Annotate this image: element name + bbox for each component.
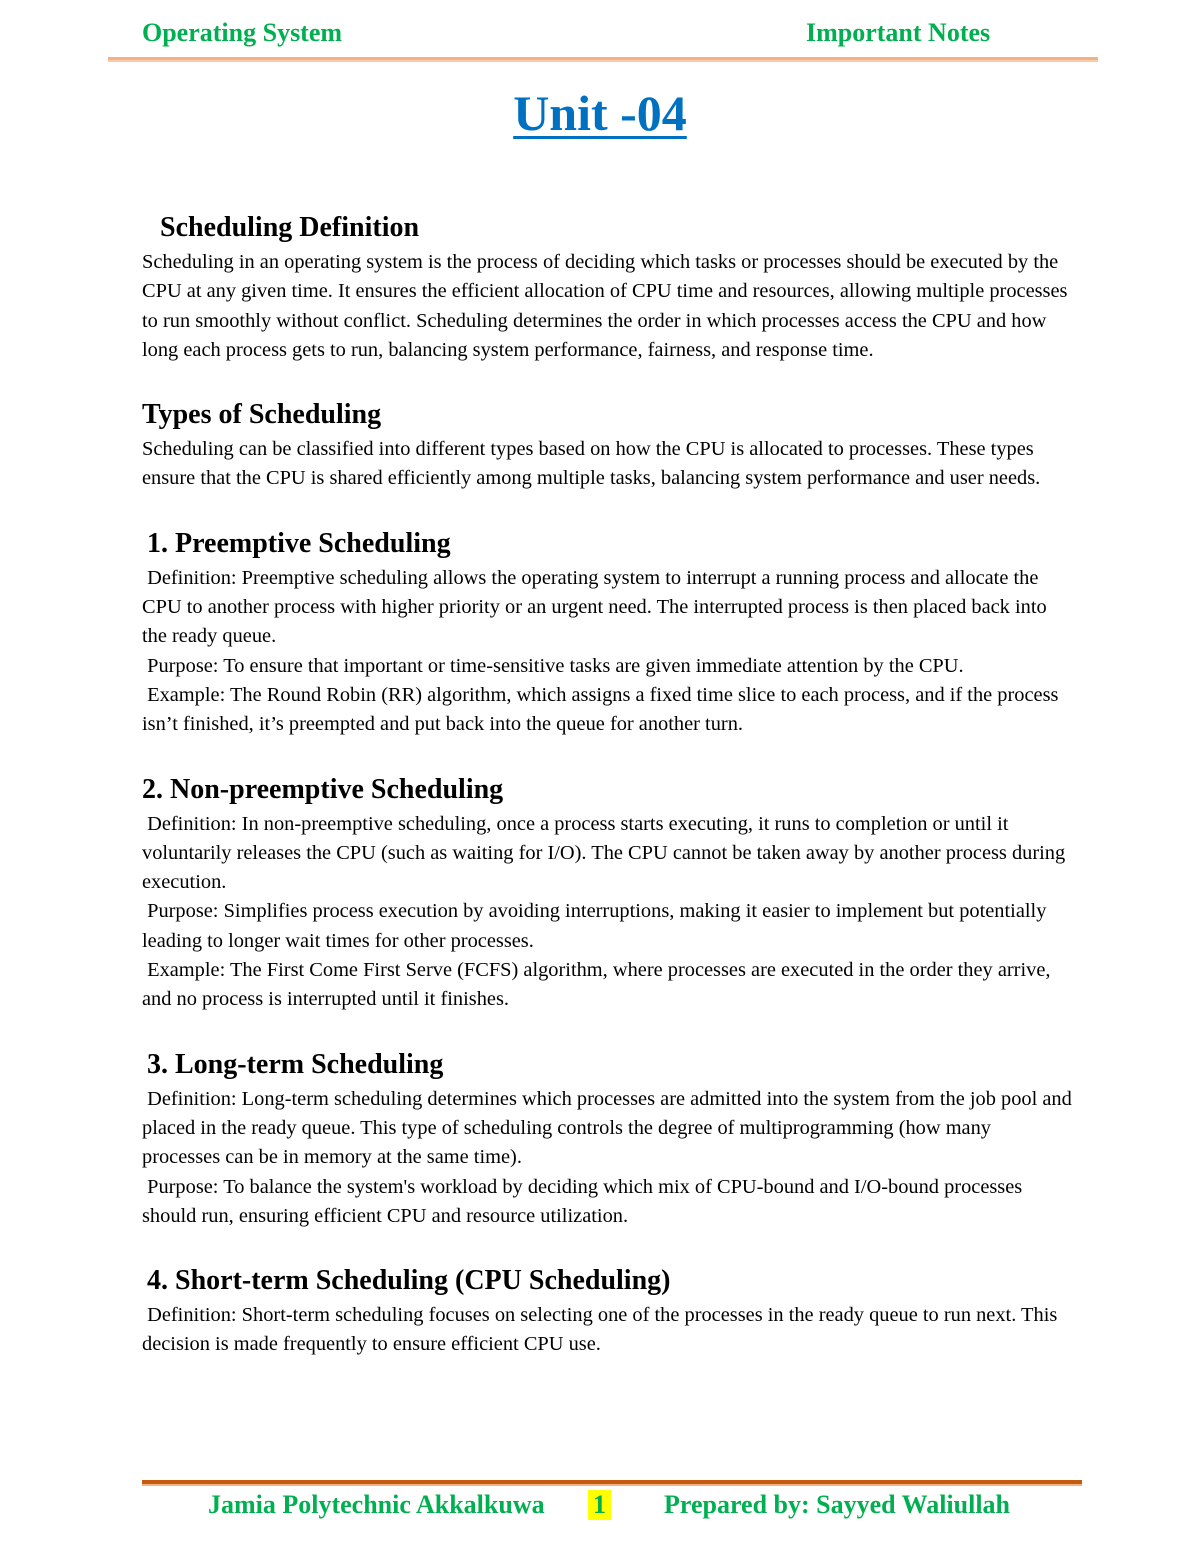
document-body: [142, 208, 1072, 1390]
header-notes-label: Important Notes: [806, 18, 991, 47]
section-heading: 4. Short-term Scheduling (CPU Scheduling): [147, 1265, 671, 1297]
purpose-paragraph: Purpose: Simplifies process execution by avoiding interruptions, making it easier to implement but potentially leading to longer wait times for other processes.: [142, 900, 1047, 952]
page-title: Unit -04: [513, 85, 687, 141]
section-heading: Types of Scheduling: [142, 399, 382, 431]
section-heading: 3. Long-term Scheduling: [147, 1048, 444, 1080]
section-heading: 1. Preemptive Scheduling: [147, 527, 451, 559]
page-number: 1: [588, 1490, 611, 1520]
section-long-term: [142, 1045, 1072, 1231]
example-paragraph: Example: The First Come First Serve (FCFS) algorithm, where processes are executed in the order they arrive, and no process is interrupted until it finishes.: [142, 959, 1051, 1011]
section-heading: 2. Non-preemptive Scheduling: [142, 773, 504, 805]
paragraph: Scheduling in an operating system is the process of deciding which tasks or processes should be executed by the CPU at any given time. It ensures the efficient allocation of CPU time and resources, allowing multiple processes to run smoothly without conflict. Scheduling determines the order in which processes access the CPU and how long each process gets to run, balancing system performance, fairness, and response time.: [142, 251, 1068, 361]
section-non-preemptive: [142, 770, 1072, 1015]
example-paragraph: Example: The Round Robin (RR) algorithm, which assigns a fixed time slice to each process, and if the process isn’t finished, it’s preempted and put back into the queue for another turn.: [142, 683, 1059, 736]
definition-paragraph: Definition: Short-term scheduling focuses on selecting one of the processes in the ready queue to run next. This decision is made frequently to ensure efficient CPU use.: [142, 1304, 1058, 1356]
section-heading: Scheduling Definition: [160, 212, 420, 243]
header-subject: Operating System: [142, 18, 343, 47]
definition-paragraph: Definition: Preemptive scheduling allows the operating system to interrupt a running process and allocate the CPU to another process with higher priority or an urgent need. The interrupted process is then placed back into the ready queue.: [142, 566, 1047, 648]
footer-author: Prepared by: Sayyed Waliullah: [664, 1490, 1011, 1519]
section-types-of-scheduling: [142, 395, 1072, 494]
section-short-term: [142, 1261, 1072, 1360]
definition-paragraph: Definition: In non-preemptive scheduling, once a process starts executing, it runs to completion or until it voluntarily releases the CPU (such as waiting for I/O). The CPU cannot be taken away by another process during execution.: [142, 812, 1066, 894]
paragraph: Scheduling can be classified into different types based on how the CPU is allocated to processes. These types ensure that the CPU is shared efficiently among multiple tasks, balancing system performance and user needs.: [142, 438, 1041, 490]
definition-paragraph: Definition: Long-term scheduling determines which processes are admitted into the system from the job pool and placed in the ready queue. This type of scheduling controls the degree of multiprogramming (how many processes can be in memory at the same time).: [142, 1087, 1072, 1169]
purpose-paragraph: Purpose: To ensure that important or time-sensitive tasks are given immediate attention by the CPU.: [147, 654, 964, 677]
header-divider: [108, 57, 1098, 62]
purpose-paragraph: Purpose: To balance the system's workload by deciding which mix of CPU-bound and I/O-bound processes should run, ensuring efficient CPU and resource utilization.: [142, 1175, 1023, 1227]
footer-divider: [142, 1480, 1082, 1486]
footer-institution: Jamia Polytechnic Akkalkuwa: [208, 1490, 545, 1519]
section-preemptive: [142, 524, 1072, 740]
section-scheduling-definition: [142, 208, 1072, 365]
